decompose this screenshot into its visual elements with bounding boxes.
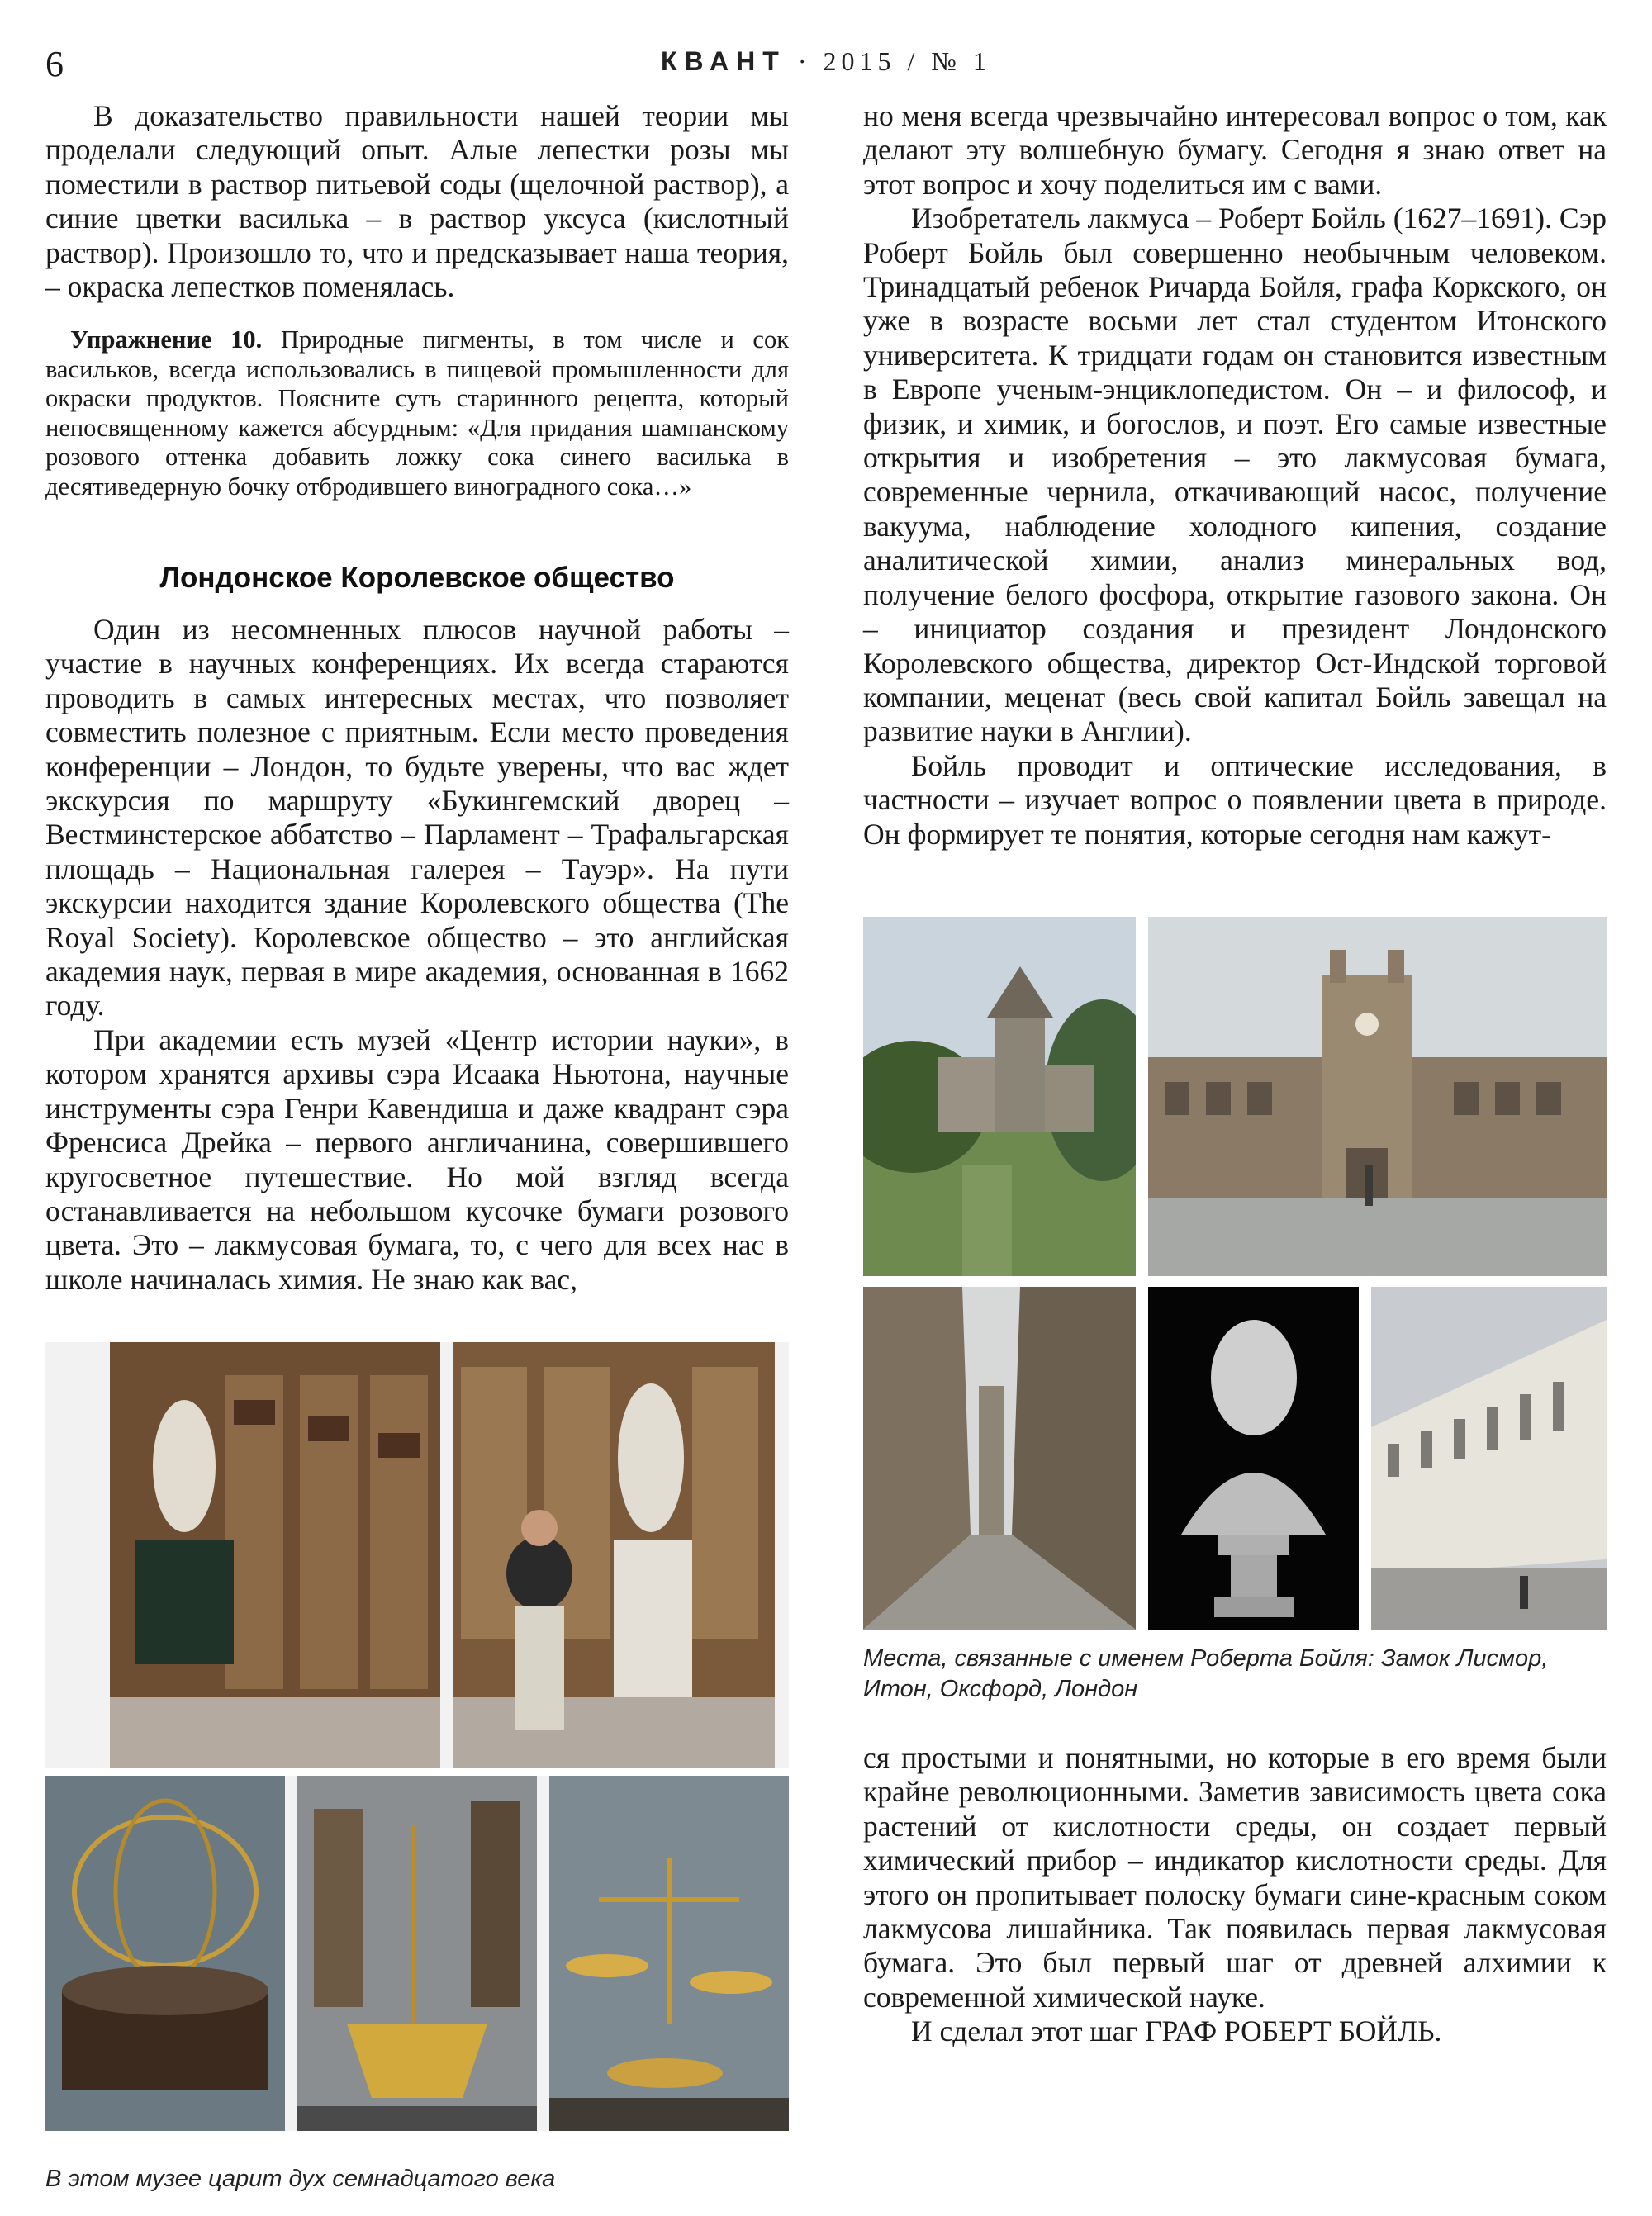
- running-head: [661, 46, 991, 77]
- left-column-body: [45, 613, 789, 1297]
- photo-armillary-sphere: [45, 1776, 285, 2131]
- caption-right-photos: Места, связанные с именем Роберта Бойля: Замок Лисмор, Итон, Оксфорд, Лондон: [863, 1645, 1549, 1702]
- photo-oxford-street: [863, 1287, 1136, 1630]
- photo-grid-bottom-background: [45, 1776, 789, 2131]
- photo-golden-ship: [297, 1776, 537, 2131]
- paragraph: В доказательство правильности нашей теории мы проделали следующий опыт. Алые лепестки розы мы поместили в раствор питьевой соды (щелочной раствор), а синие цветки василька – в раствор уксуса (кислотный раствор). Произошло то, что и предсказывает наша теория, – окраска лепестков поменялась.: [45, 99, 789, 304]
- paragraph: Один из несомненных плюсов научной работы – участие в научных конференциях. Их всегда стараются проводить в самых интересных местах, что позволяет совместить полезное с приятным. Если место проведения конференции – Лондон, то будьте уверены, что вас ждет экскурсия по маршруту «Букингемский дворец – Вестминстерское аббатство – Парламент – Трафальгарская площадь – Национальная галерея – Тауэр». На пути экскурсии находится здание Королевского общества (The Royal Society). Королевское общество – это английская академия наук, первая в мире академия, основанная в 1662 году.: [45, 613, 789, 1023]
- photo-grid-top-background: [45, 1342, 789, 1768]
- exercise-block: [45, 325, 789, 502]
- page-number: 6: [45, 44, 64, 84]
- paragraph: При академии есть музей «Центр истории науки», в котором хранятся архивы сэра Исаака Ньютона, научные инструменты сэра Генри Кавендиша и даже квадрант сэра Френсиса Дрейка – первого англичанина, совершившего кругосветное путешествие. Но мой взгляд всегда останавливается на небольшом кусочке бумаги розового цвета. Это – лакмусовая бумага, то, с чего для всех нас в школе начиналась химия. Не знаю как вас,: [45, 1023, 789, 1296]
- paragraph: Бойль проводит и оптические исследования, в частности – изучает вопрос о появлении цвета в природе. Он формирует те понятия, которые сегодня нам кажут-: [863, 748, 1607, 851]
- right-column-top: [863, 99, 1607, 852]
- paragraph: но меня всегда чрезвычайно интересовал вопрос о том, как делают эту волшебную бумагу. Сегодня я знаю ответ на этот вопрос и хочу поделиться им с вами.: [863, 99, 1607, 201]
- photo-lismore-castle: [863, 917, 1136, 1276]
- section-heading: Лондонское Королевское общество: [159, 562, 675, 594]
- paragraph: И сделал этот шаг ГРАФ РОБЕРТ БОЙЛЬ.: [911, 2014, 1442, 2048]
- photo-eton-college: [1148, 917, 1607, 1276]
- caption-left-photos: В этом музее царит дух семнадцатого века: [45, 2166, 556, 2192]
- exercise-text: Природные пигменты, в том числе и сок васильков, всегда использовались в пищевой промышленности для окраски продуктов. Поясните суть старинного рецепта, который непосвященному кажется абсурдным: «Для придания шампанскому розового оттенка добавить ложку сока синего василька в десятиведерную бочку отбродившего виноградного сока…»: [45, 325, 790, 501]
- photo-golden-scales: [549, 1776, 789, 2131]
- header-separator: ·: [797, 46, 812, 76]
- left-column-intro: [45, 99, 789, 304]
- issue-number: 2015 / № 1: [823, 46, 991, 76]
- photo-museum-library-statue: [110, 1342, 440, 1768]
- paragraph: ся простыми и понятными, но которые в его время были крайне революционными. Заметив зависимость цвета сока растений от кислотности среды, он создает первый химический прибор – индикатор кислотности среды. Для этого он пропитывает полоску бумаги сине-красным соком лакмусова лишайника. Так появилась первая лакмусовая бумага. Это был первый шаг от древней алхимии к современной химической науке.: [863, 1741, 1607, 2014]
- journal-title: КВАНТ: [661, 46, 786, 76]
- photo-boyle-bust: [1148, 1287, 1359, 1630]
- right-column-bottom: [863, 1741, 1607, 2049]
- paragraph: Изобретатель лакмуса – Роберт Бойль (1627–1691). Сэр Роберт Бойль был совершенно необычным человеком. Тринадцатый ребенок Ричарда Бойля, графа Коркского, он уже в возрасте восьми лет стал студентом Итонского университета. К тридцати годам он становится известным в Европе ученым-энциклопедистом. Он – и философ, и физик, и химик, и богослов, и поэт. Его самые известные открытия и изобретения – это лакмусовая бумага, современные чернила, откачивающий насос, получение вакуума, наблюдение холодного кипения, создание аналитической химии, анализ минеральных вод, получение белого фосфора, открытие газового закона. Он – инициатор создания и президент Лондонского Королевского общества, директор Ост-Индской торговой компании, меценат (весь свой капитал Бойль завещал на развитие науки в Англии).: [863, 202, 1607, 748]
- exercise-label: Упражнение 10.: [70, 325, 263, 354]
- photo-royal-society-london: [1371, 1287, 1607, 1630]
- photo-museum-visitor-statue: [453, 1342, 775, 1768]
